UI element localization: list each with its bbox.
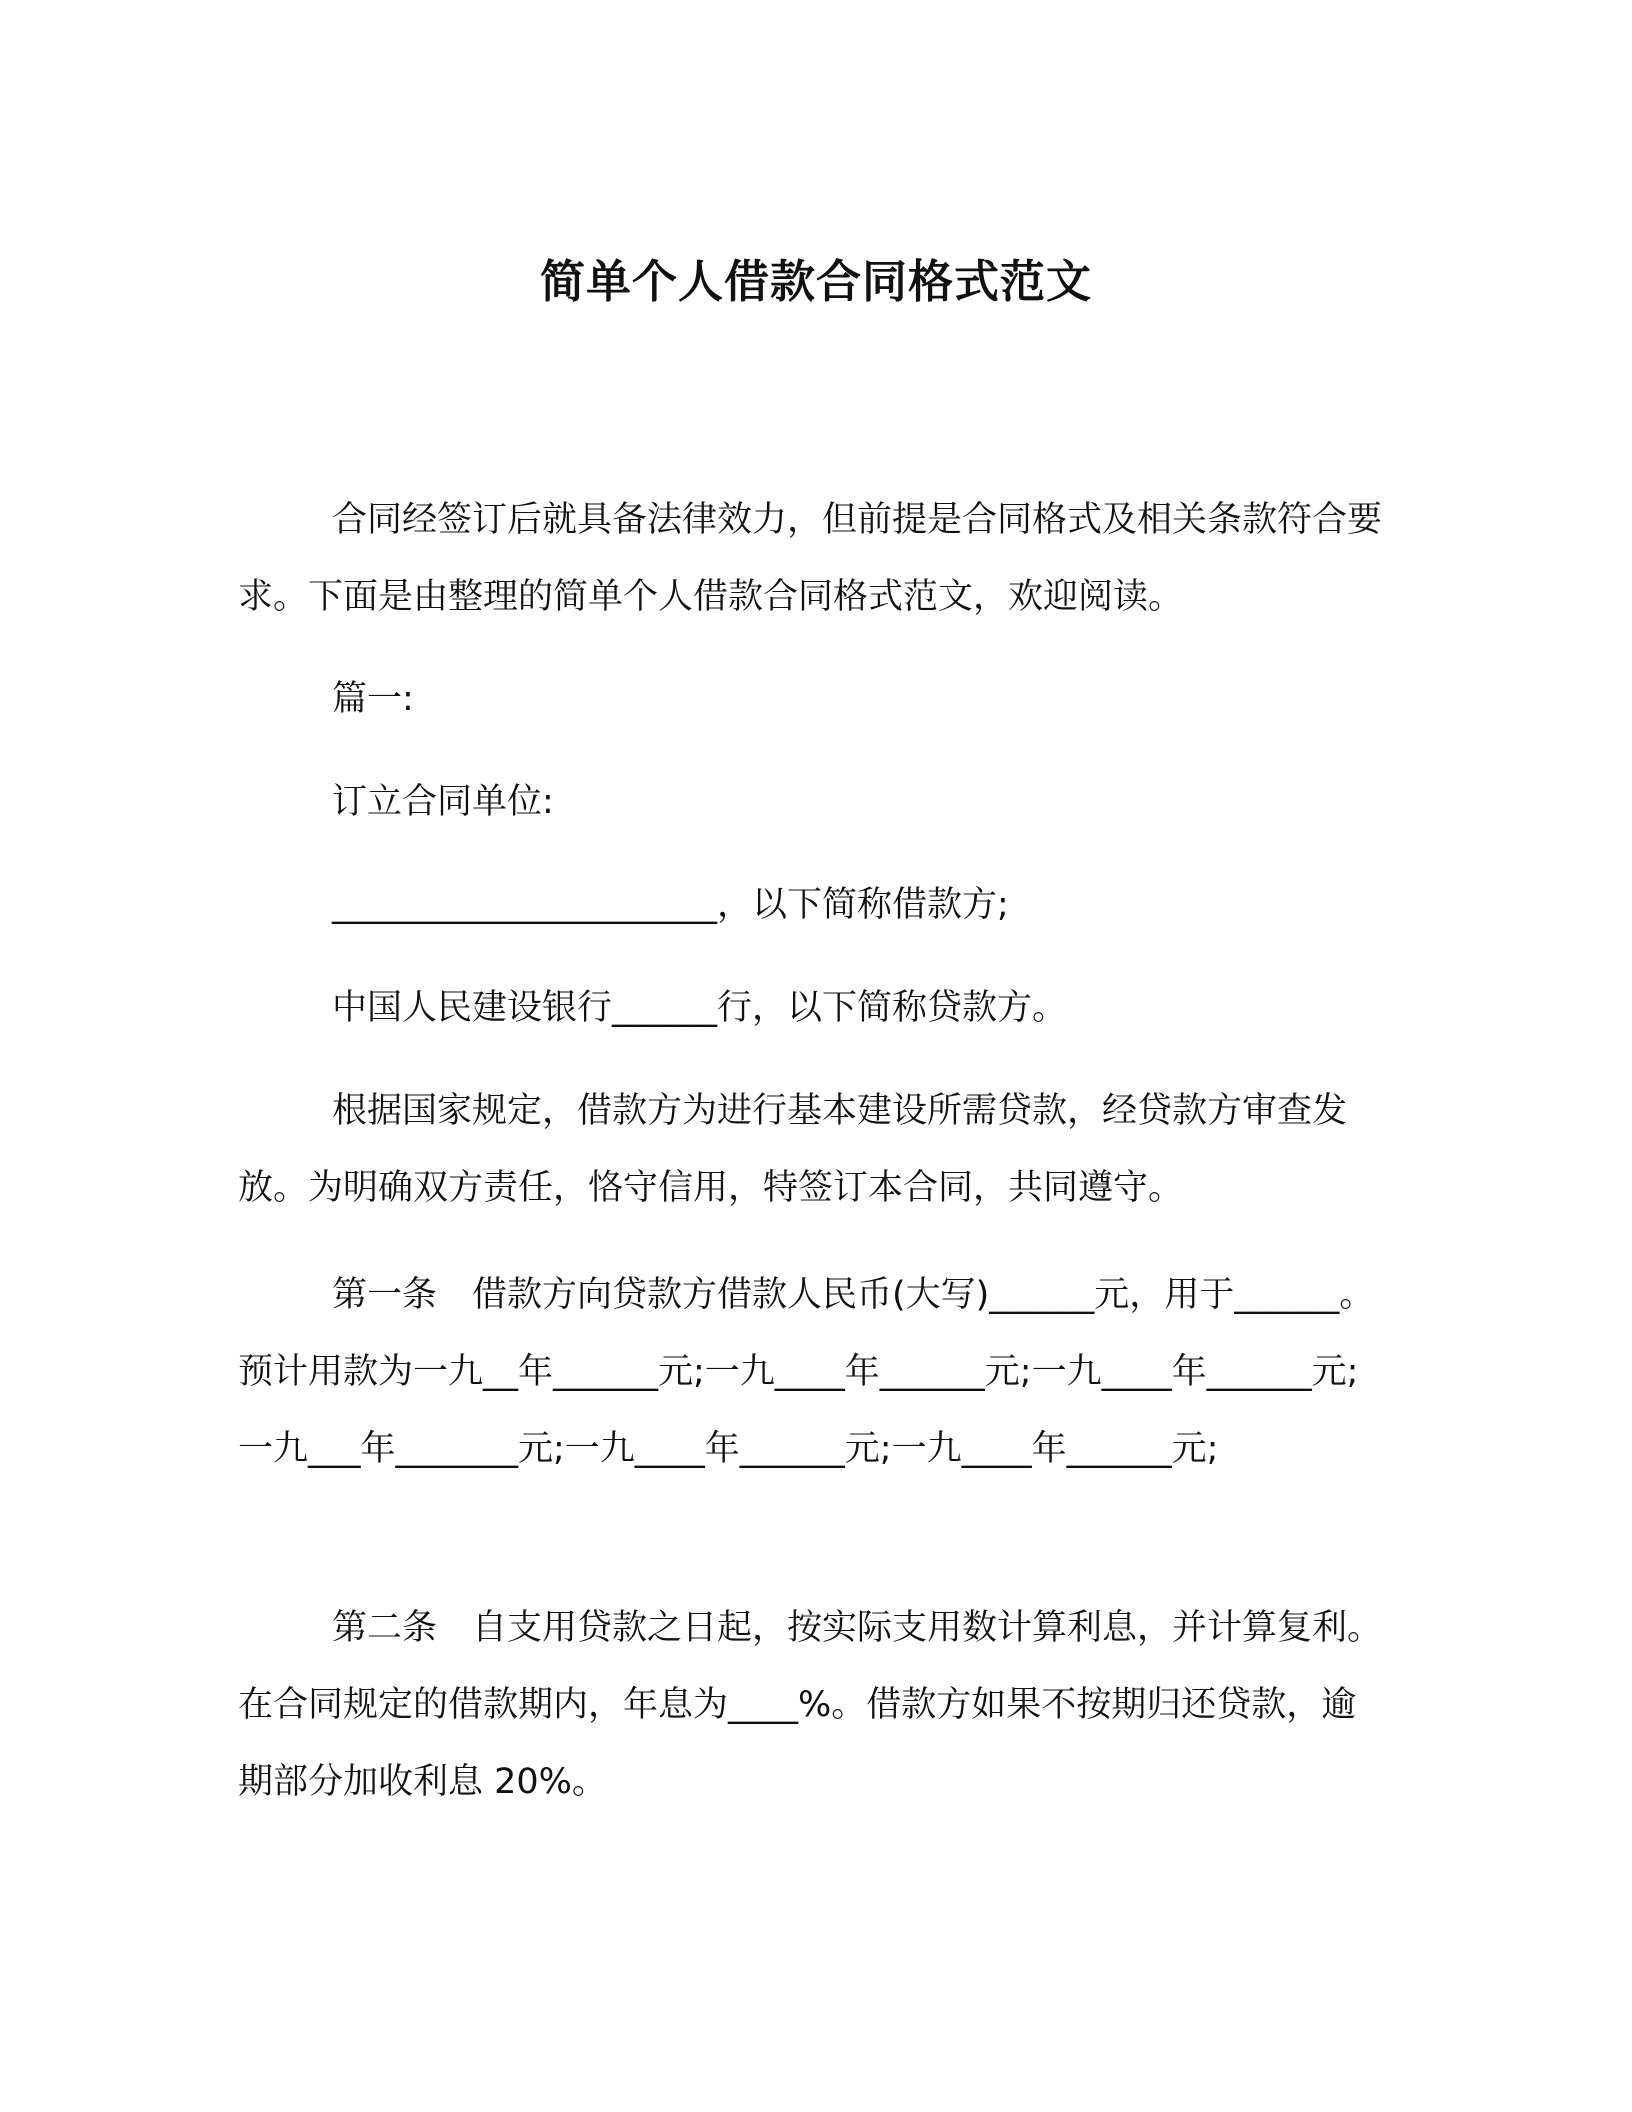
part-heading: 篇一: xyxy=(332,679,414,719)
article-1-paragraph: 第一条 借款方向贷款方借款人民币(大写)______元，用于______。预计用款为一九__年______元;一九____年______元;一九____年______元;一九___年_______元;一九____年______元;一九____年______元; xyxy=(238,1275,1375,1469)
lender-line: 中国人民建设银行______行，以下简称贷款方。 xyxy=(332,988,1068,1028)
basis-paragraph: 根据国家规定，借款方为进行基本建设所需贷款，经贷款方审查发放。为明确双方责任，恪守信用，特签订本合同，共同遵守。 xyxy=(238,1091,1348,1208)
borrower-line: ______________________，以下简称借款方; xyxy=(332,885,1009,925)
contracting-units-label: 订立合同单位: xyxy=(332,782,554,822)
intro-paragraph: 合同经签订后就具备法律效力，但前提是合同格式及相关条款符合要求。下面是由整理的简单个人借款合同格式范文，欢迎阅读。 xyxy=(238,500,1383,617)
article-2-paragraph: 第二条 自支用贷款之日起，按实际支用数计算利息，并计算复利。在合同规定的借款期内，年息为____%。借款方如果不按期归还贷款，逾期部分加收利息 20%。 xyxy=(238,1608,1383,1802)
document-title: 简单个人借款合同格式范文 xyxy=(539,255,1092,309)
